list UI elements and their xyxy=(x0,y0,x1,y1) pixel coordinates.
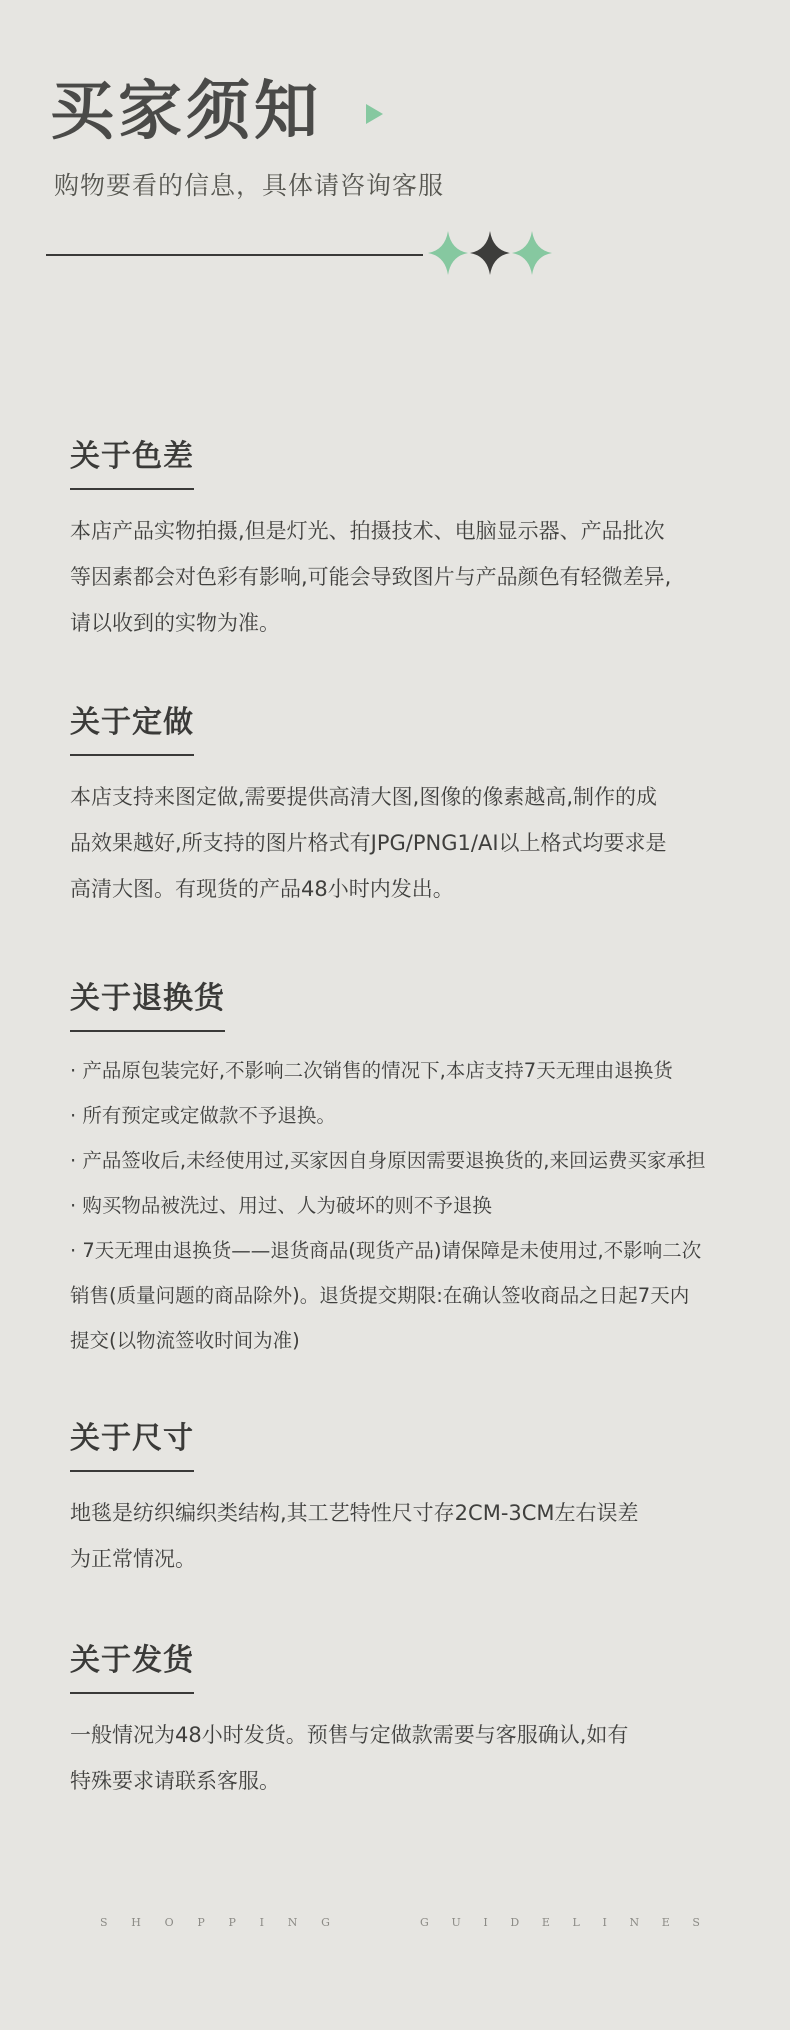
footer-letter: D xyxy=(510,1915,520,1929)
footer-letter: P xyxy=(228,1915,236,1929)
list-item: 提交(以物流签收时间为准) xyxy=(70,1329,300,1352)
footer-letter: G xyxy=(420,1915,429,1929)
list-item: · 购买物品被洗过、用过、人为破坏的则不予退换 xyxy=(70,1194,492,1217)
footer-tagline xyxy=(100,1910,700,1934)
body-line: 等因素都会对色彩有影响,可能会导致图片与产品颜色有轻微差异, xyxy=(70,565,672,589)
body-line: 请以收到的实物为准。 xyxy=(70,611,280,635)
footer-letter: E xyxy=(541,1915,550,1929)
footer-letter: O xyxy=(164,1915,174,1929)
list-item: · 所有预定或定做款不予退换。 xyxy=(70,1104,336,1127)
section-heading: 关于退换货 xyxy=(70,976,225,1032)
heading-underline xyxy=(70,1692,194,1694)
sparkle-green-icon xyxy=(512,231,552,275)
footer-letter: P xyxy=(197,1915,205,1929)
section-heading: 关于定做 xyxy=(70,700,194,756)
footer-letter: N xyxy=(629,1915,640,1929)
footer-word-shopping xyxy=(100,1916,330,1929)
footer-letter: I xyxy=(483,1915,488,1929)
section-returns xyxy=(70,976,730,1363)
section-heading: 关于尺寸 xyxy=(70,1416,194,1472)
body-line: 特殊要求请联系客服。 xyxy=(70,1769,280,1793)
list-item: · 产品签收后,未经使用过,买家因自身原因需要退换货的,来回运费买家承担 xyxy=(70,1149,706,1172)
section-body xyxy=(70,1490,730,1582)
section-custom-order xyxy=(70,700,730,912)
sparkle-stars-icon xyxy=(428,228,552,278)
footer-letter: I xyxy=(602,1915,607,1929)
section-heading: 关于发货 xyxy=(70,1638,194,1694)
section-heading: 关于色差 xyxy=(70,434,194,490)
footer-word-guidelines xyxy=(420,1916,700,1929)
heading-underline xyxy=(70,1470,194,1472)
footer-letter: S xyxy=(692,1915,700,1929)
section-body xyxy=(70,774,730,912)
page-subtitle: 购物要看的信息，具体请咨询客服 xyxy=(54,171,445,200)
page-title: 买家须知 xyxy=(50,74,322,149)
heading-underline xyxy=(70,1030,225,1032)
section-body xyxy=(70,508,730,646)
sparkle-dark-icon xyxy=(470,231,510,275)
list-item: 销售(质量问题的商品除外)。退货提交期限:在确认签收商品之日起7天内 xyxy=(70,1284,690,1307)
section-color-difference xyxy=(70,434,730,646)
footer-letter: G xyxy=(321,1915,330,1929)
section-shipping xyxy=(70,1638,730,1804)
body-line: 本店产品实物拍摄,但是灯光、拍摄技术、电脑显示器、产品批次 xyxy=(70,519,665,543)
body-line: 高清大图。有现货的产品48小时内发出。 xyxy=(70,877,454,901)
sparkle-green-icon xyxy=(428,231,468,275)
footer-letter: I xyxy=(259,1915,265,1929)
triangle-arrow-icon xyxy=(366,104,383,124)
list-item: · 7天无理由退换货——退货商品(现货产品)请保障是未使用过,不影响二次 xyxy=(70,1239,702,1262)
body-line: 为正常情况。 xyxy=(70,1547,196,1571)
footer-letter: S xyxy=(100,1915,108,1929)
footer-letter: N xyxy=(287,1915,298,1929)
section-body xyxy=(70,1712,730,1804)
footer-letter: U xyxy=(451,1915,461,1929)
body-line: 本店支持来图定做,需要提供高清大图,图像的像素越高,制作的成 xyxy=(70,785,658,809)
heading-underline xyxy=(70,488,194,490)
header-divider xyxy=(46,254,423,256)
body-line: 地毯是纺织编织类结构,其工艺特性尺寸存2CM-3CM左右误差 xyxy=(70,1501,639,1525)
list-item: · 产品原包装完好,不影响二次销售的情况下,本店支持7天无理由退换货 xyxy=(70,1059,673,1082)
body-line: 品效果越好,所支持的图片格式有JPG/PNG1/AI以上格式均要求是 xyxy=(70,831,667,855)
heading-underline xyxy=(70,754,194,756)
footer-letter: H xyxy=(131,1915,141,1929)
section-size xyxy=(70,1416,730,1582)
footer-letter: L xyxy=(572,1915,580,1929)
returns-list xyxy=(70,1048,730,1363)
body-line: 一般情况为48小时发货。预售与定做款需要与客服确认,如有 xyxy=(70,1723,629,1747)
footer-letter: E xyxy=(661,1915,670,1929)
